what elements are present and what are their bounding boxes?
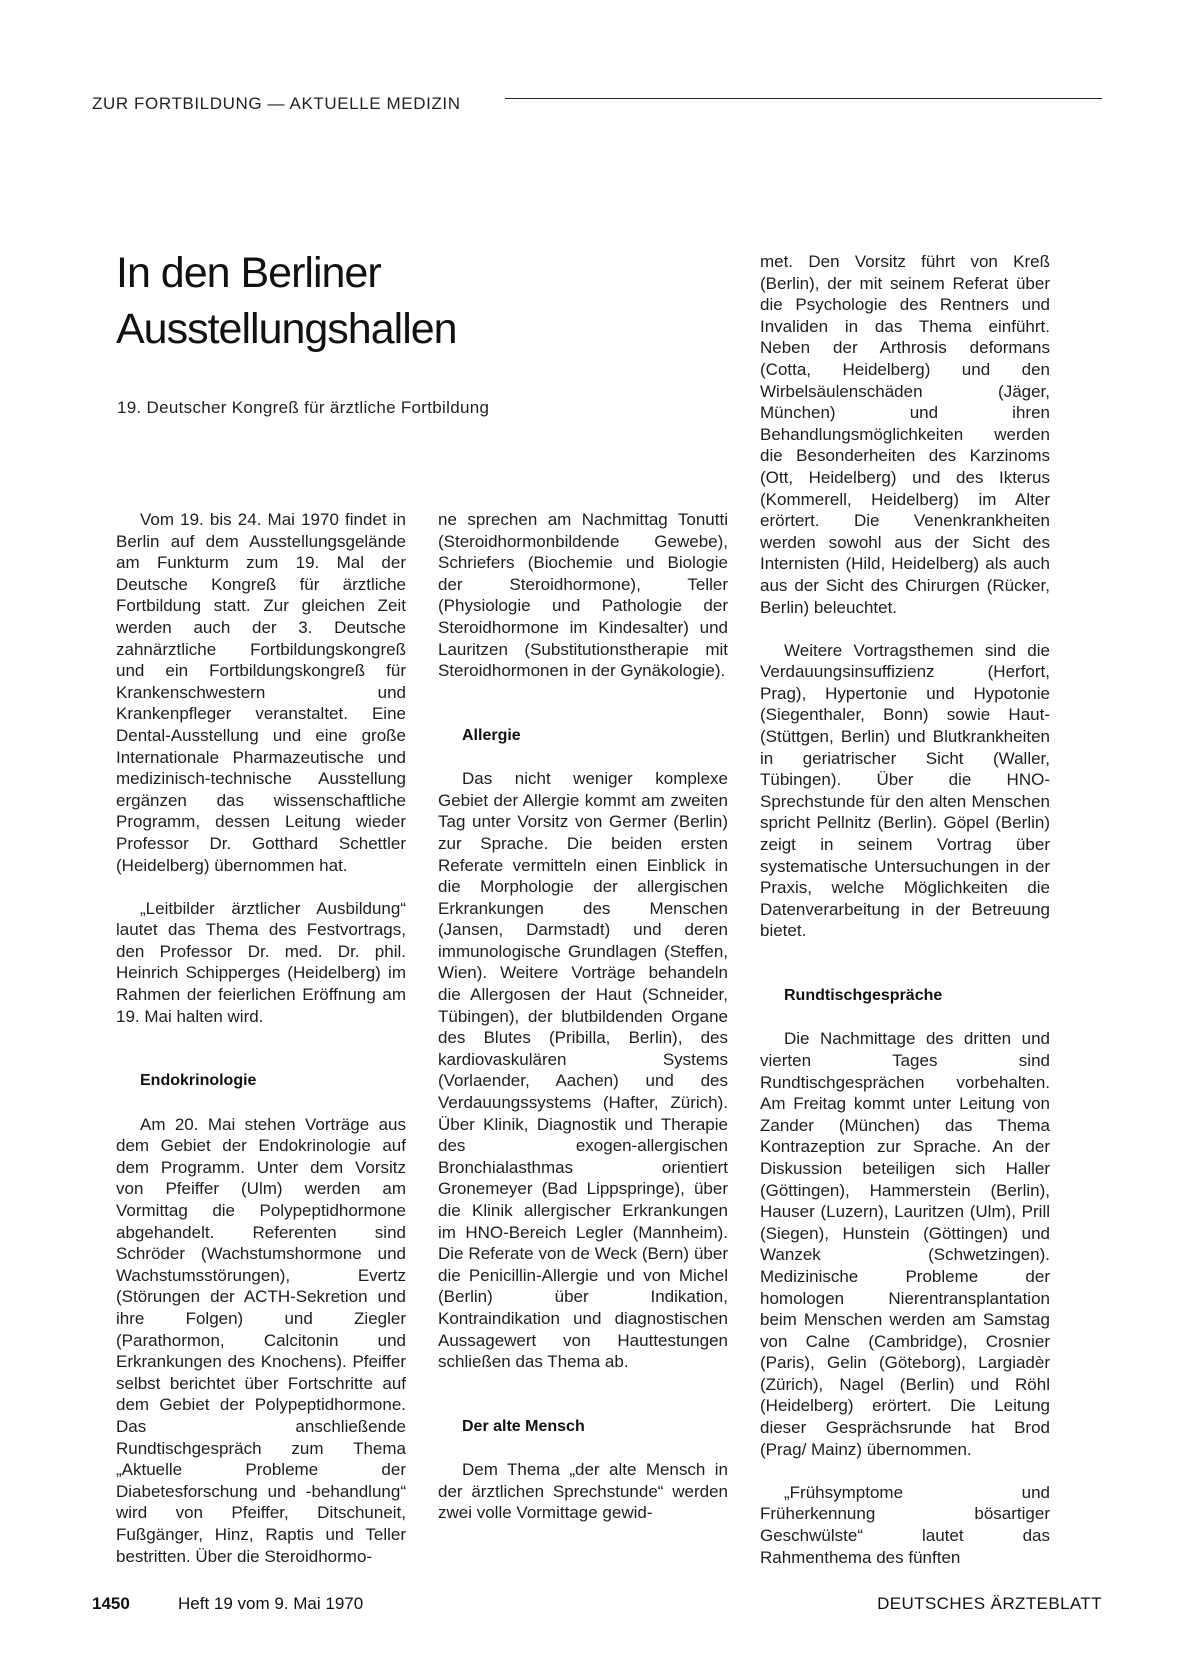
paragraph: „Frühsymptome und Früherkennung bösartiger Geschwülste“ lautet das Rahmenthema des fünften <box>760 1482 1050 1567</box>
paragraph: ne sprechen am Nachmittag Tonutti (Steroidhormonbildende Gewebe), Schriefers (Biochemie und Biologie der Steroidhormone), Teller (Physiologie und Pathologie der Steroidhormone im Kindesalter) und Lauritzen (Substitutionstherapie mit Steroidhormonen in der Gynäkologie). <box>438 510 728 681</box>
header-rule <box>505 98 1102 99</box>
column-3 <box>760 251 1050 1568</box>
paragraph: Dem Thema „der alte Mensch in der ärztlichen Sprechstunde“ werden zwei volle Vormittage gewid- <box>438 1460 728 1523</box>
paragraph: Vom 19. bis 24. Mai 1970 findet in Berlin auf dem Ausstellungsgelände am Funkturm zum 19. Mal der Deutsche Kongreß für ärztliche Fortbildung statt. Zur gleichen Zeit werden auch der 3. Deutsche zahnärztliche Fortbildungskongreß und ein Fortbildungskongreß für Krankenschwestern und Krankenpfleger veranstaltet. Eine Dental-Ausstellung und eine große Internationale Pharmazeutische und medizinisch-technische Ausstellung ergänzen das wissenschaftliche Programm, dessen Leitung wieder Professor Dr. Gotthard Schettler (Heidelberg) übernommen hat. <box>116 510 406 875</box>
title-line-2: Ausstellungshallen <box>116 305 457 353</box>
article-title <box>116 245 457 357</box>
column-1 <box>116 509 406 1567</box>
paragraph: Weitere Vortragsthemen sind die Verdauungsinsuffizienz (Herfort, Prag), Hypertonie und Hypotonie (Siegenthaler, Bonn) sowie Haut- (Stüttgen, Berlin) und Blutkrankheiten in geriatrischer Sicht (Waller, Tübingen). Über die HNO-Sprechstunde für den alten Menschen spricht Pellnitz (Berlin). Göpel (Berlin) zeigt in seinem Vortrag über systematische Untersuchungen in der Praxis, welche Möglichkeiten die Datenverarbeitung in der Betreuung bietet. <box>760 640 1050 941</box>
section-heading-allergie: Allergie <box>462 726 521 744</box>
title-line-1: In den Berliner <box>116 249 381 297</box>
paragraph: „Leitbilder ärztlicher Ausbildung“ lautet das Thema des Festvortrags, den Professor Dr. med. Dr. phil. Heinrich Schipperges (Heidelberg) im Rahmen der feierlichen Eröffnung am 19. Mai halten wird. <box>116 898 406 1026</box>
paragraph: Das nicht weniger komplexe Gebiet der Allergie kommt am zweiten Tag unter Vorsitz von Germer (Berlin) zur Sprache. Die beiden ersten Referate vermitteln einen Einblick in die Morphologie der allergischen Erkrankungen des Menschen (Jansen, Darmstadt) und deren immunologische Grundlagen (Steffen, Wien). Weitere Vorträge behandeln die Allergosen der Haut (Schneider, Tübingen), der blutbildenden Organe des Blutes (Pribilla, Berlin), des kardiovaskulären Systems (Vorlaender, Aachen) und des Verdauungssystems (Hafter, Zürich). Über Klinik, Diagnostik und Therapie des exogen-allergischen Bronchialasthmas orientiert Gronemeyer (Bad Lippspringe), über die Klinik allergischer Erkrankungen im HNO-Bereich Legler (Mannheim). Die Referate von de Weck (Bern) über die Penicillin-Allergie und von Michel (Berlin) über Indikation, Kontraindikation und diagnostischen Aussagewert von Hauttestungen schließen das Thema ab. <box>438 769 728 1372</box>
paragraph: met. Den Vorsitz führt von Kreß (Berlin), der mit seinem Referat über die Psychologie des Rentners und Invaliden in das Thema einführt. Neben der Arthrosis deformans (Cotta, Heidelberg) und den Wirbelsäulenschäden (Jäger, München) und ihren Behandlungsmöglichkeiten werden die Besonderheiten des Karzinoms (Ott, Heidelberg) und des Ikterus (Kommerell, Heidelberg) im Alter erörtert. Die Venenkrankheiten werden sowohl aus der Sicht des Internisten (Hild, Heidelberg) als auch aus der Sicht des Chirurgen (Rücker, Berlin) beleuchtet. <box>760 252 1050 617</box>
page-number: 1450 <box>92 1594 130 1613</box>
issue-info: Heft 19 vom 9. Mai 1970 <box>178 1594 364 1613</box>
section-heading-endokrinologie: Endokrinologie <box>140 1072 257 1090</box>
paragraph: Am 20. Mai stehen Vorträge aus dem Gebiet der Endokrinologie auf dem Programm. Unter dem Vorsitz von Pfeiffer (Ulm) werden am Vormittag die Polypeptidhormone abgehandelt. Referenten sind Schröder (Wachstumshormone und Wachstumsstörungen), Evertz (Störungen der ACTH-Sekretion und ihre Folgen) und Ziegler (Parathormon, Calcitonin und Erkrankungen des Knochens). Pfeiffer selbst berichtet über Fortschritte auf dem Gebiet der Polypeptidhormone. Das anschließende Rundtischgespräch zum Thema „Aktuelle Probleme der Diabetesforschung und -behandlung“ wird von Pfeiffer, Ditschuneit, Fußgänger, Hinz, Raptis und Teller bestritten. Über die Steroidhormo- <box>116 1114 406 1566</box>
paragraph: Die Nachmittage des dritten und vierten Tages sind Rundtischgesprächen vorbehalten. Am Freitag kommt unter Leitung von Zander (München) das Thema Kontrazeption zur Sprache. An der Diskussion beteiligen sich Haller (Göttingen), Hammerstein (Berlin), Hauser (Luzern), Lauritzen (Ulm), Prill (Siegen), Hunstein (Göttingen) und Wanzek (Schwetzingen). Medizinische Probleme der homologen Nierentransplantation beim Menschen werden am Samstag von Calne (Cambridge), Crosnier (Paris), Gelin (Göteborg), Largiadèr (Zürich), Nagel (Berlin) und Röhl (Heidelberg) erörtert. Die Leitung dieser Gesprächsrunde hat Brod (Prag/ Mainz) übernommen. <box>760 1029 1050 1459</box>
article-subtitle: 19. Deutscher Kongreß für ärztliche Fortbildung <box>117 398 490 417</box>
section-heading-der-alte-mensch: Der alte Mensch <box>462 1417 585 1435</box>
running-head: ZUR FORTBILDUNG — AKTUELLE MEDIZIN <box>92 94 461 113</box>
column-2 <box>438 509 728 1524</box>
section-heading-rundtischgespraeche: Rundtischgespräche <box>784 987 943 1005</box>
journal-name: DEUTSCHES ÄRZTEBLATT <box>877 1594 1102 1613</box>
